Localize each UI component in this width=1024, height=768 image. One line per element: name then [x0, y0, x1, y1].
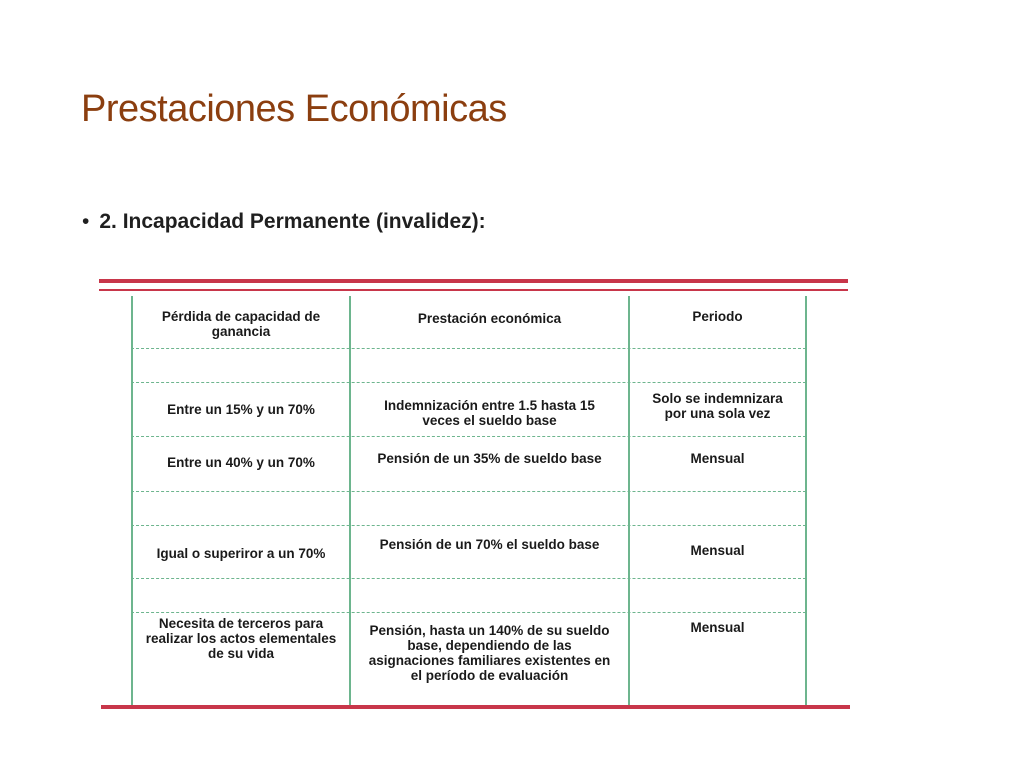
top-rule-thin — [99, 289, 848, 291]
bullet-item — [82, 210, 486, 234]
grid-hline — [131, 578, 806, 579]
bullet-dot-icon: • — [82, 210, 90, 233]
top-rule — [99, 279, 848, 283]
table-cell: Pensión de un 35% de sueldo base — [377, 451, 602, 466]
table-cell: Solo se indemnizara por una sola vez — [652, 391, 783, 421]
grid-hline — [131, 525, 806, 526]
grid-vline — [628, 296, 630, 705]
grid-hline — [131, 348, 806, 349]
bottom-rule — [101, 705, 850, 709]
table-cell: Indemnización entre 1.5 hasta 15 veces el sueldo base — [384, 398, 595, 428]
table-cell: Igual o superiror a un 70% — [156, 546, 326, 561]
table-cell: Mensual — [690, 451, 745, 466]
grid-hline — [131, 491, 806, 492]
grid-vline — [805, 296, 807, 705]
table-cell: Mensual — [690, 620, 745, 635]
header-cell-period: Periodo — [692, 309, 743, 324]
grid-hline — [131, 612, 806, 613]
header-cell-loss: Pérdida de capacidad de ganancia — [161, 309, 321, 339]
table-cell: Necesita de terceros para realizar los actos elementales de su vida — [145, 616, 337, 661]
bullet-text: 2. Incapacidad Permanente (invalidez): — [99, 210, 486, 233]
table-cell: Pensión de un 70% el sueldo base — [379, 537, 600, 552]
table-cell: Mensual — [690, 543, 745, 558]
table-cell: Pensión, hasta un 140% de su sueldo base, dependiendo de las asignaciones familiares existentes en el período de evaluación — [368, 623, 611, 683]
grid-hline — [131, 436, 806, 437]
header-cell-benefit: Prestación económica — [417, 311, 562, 326]
slide-title: Prestaciones Económicas — [81, 88, 507, 130]
table-cell: Entre un 15% y un 70% — [167, 402, 315, 417]
grid-hline — [131, 382, 806, 383]
table-cell: Entre un 40% y un 70% — [167, 455, 315, 470]
